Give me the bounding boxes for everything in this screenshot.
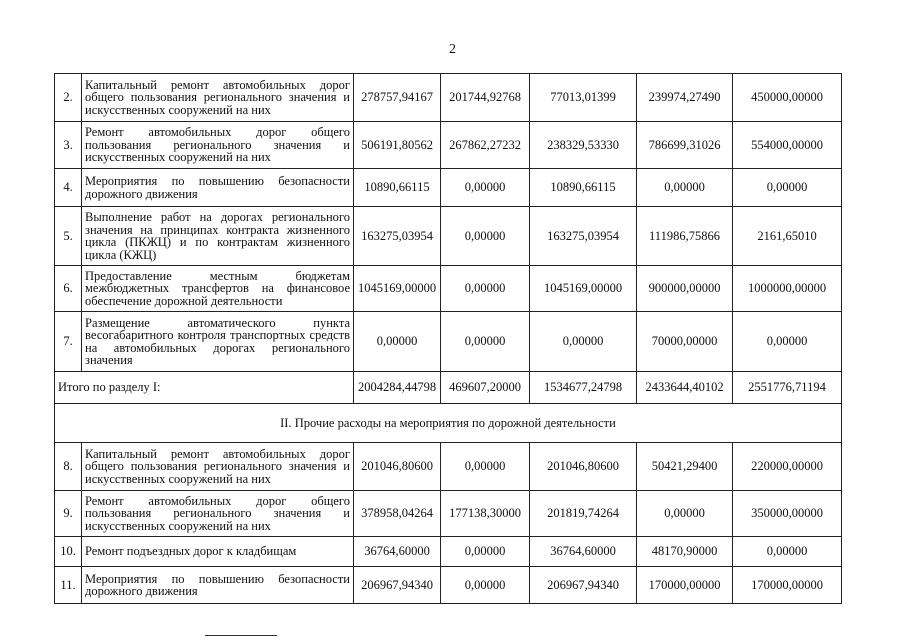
total-value: 2433644,40102 [637, 372, 733, 404]
value-cell: 0,00000 [441, 207, 530, 266]
value-cell: 238329,53330 [530, 122, 637, 169]
budget-table [54, 73, 842, 604]
value-cell: 350000,00000 [733, 491, 842, 537]
value-cell: 0,00000 [637, 491, 733, 537]
total-value: 1534677,24798 [530, 372, 637, 404]
value-cell: 0,00000 [441, 169, 530, 207]
value-cell: 0,00000 [441, 443, 530, 491]
table-row [55, 567, 842, 604]
total-value: 2004284,44798 [354, 372, 441, 404]
value-cell: 0,00000 [530, 312, 637, 372]
page-number: 2 [449, 42, 456, 57]
row-description: Ремонт автомобильных дорог общего пользования регионального значения и искусственных сооружений на них [82, 122, 354, 169]
value-cell: 201819,74264 [530, 491, 637, 537]
value-cell: 2161,65010 [733, 207, 842, 266]
row-description: Ремонт подъездных дорог к кладбищам [82, 537, 354, 567]
value-cell: 0,00000 [733, 537, 842, 567]
value-cell: 0,00000 [441, 266, 530, 312]
row-number: 6. [55, 266, 82, 312]
value-cell: 170000,00000 [637, 567, 733, 604]
value-cell: 177138,30000 [441, 491, 530, 537]
total-value: 2551776,71194 [733, 372, 842, 404]
value-cell: 0,00000 [733, 169, 842, 207]
row-number: 11. [55, 567, 82, 604]
value-cell: 36764,60000 [354, 537, 441, 567]
row-number: 5. [55, 207, 82, 266]
value-cell: 0,00000 [441, 312, 530, 372]
row-number: 8. [55, 443, 82, 491]
value-cell: 36764,60000 [530, 537, 637, 567]
value-cell: 50421,29400 [637, 443, 733, 491]
row-number: 7. [55, 312, 82, 372]
row-description: Предоставление местным бюджетам межбюджетных трансфертов на финансовое обеспечение дорожной деятельности [82, 266, 354, 312]
value-cell: 378958,04264 [354, 491, 441, 537]
value-cell: 1045169,00000 [354, 266, 441, 312]
table-row [55, 312, 842, 372]
row-number: 10. [55, 537, 82, 567]
row-description: Капитальный ремонт автомобильных дорог общего пользования регионального значения и искусственных сооружений на них [82, 443, 354, 491]
total-label: Итого по разделу I: [55, 372, 354, 404]
row-description: Выполнение работ на дорогах регионального значения на принципах контракта жизненного цикла (ПКЖЦ) и по контрактам жизненного цикла (КЖЦ) [82, 207, 354, 266]
value-cell: 278757,94167 [354, 74, 441, 122]
value-cell: 0,00000 [441, 567, 530, 604]
value-cell: 0,00000 [354, 312, 441, 372]
table-row [55, 74, 842, 122]
value-cell: 786699,31026 [637, 122, 733, 169]
table-row [55, 122, 842, 169]
value-cell: 900000,00000 [637, 266, 733, 312]
value-cell: 201046,80600 [354, 443, 441, 491]
value-cell: 554000,00000 [733, 122, 842, 169]
total-row [55, 372, 842, 404]
section-header-row [55, 404, 842, 443]
value-cell: 163275,03954 [354, 207, 441, 266]
value-cell: 48170,90000 [637, 537, 733, 567]
value-cell: 450000,00000 [733, 74, 842, 122]
value-cell: 201046,80600 [530, 443, 637, 491]
value-cell: 206967,94340 [530, 567, 637, 604]
value-cell: 0,00000 [441, 537, 530, 567]
table-row [55, 266, 842, 312]
value-cell: 1045169,00000 [530, 266, 637, 312]
row-description: Мероприятия по повышению безопасности дорожного движения [82, 567, 354, 604]
total-value: 469607,20000 [441, 372, 530, 404]
value-cell: 201744,92768 [441, 74, 530, 122]
footnote-divider [205, 635, 277, 636]
value-cell: 0,00000 [637, 169, 733, 207]
value-cell: 70000,00000 [637, 312, 733, 372]
row-number: 2. [55, 74, 82, 122]
value-cell: 77013,01399 [530, 74, 637, 122]
row-description: Ремонт автомобильных дорог общего пользования регионального значения и искусственных сооружений на них [82, 491, 354, 537]
table-row [55, 169, 842, 207]
row-description: Размещение автоматического пункта весогабаритного контроля транспортных средств на автомобильных дорогах регионального значения [82, 312, 354, 372]
value-cell: 0,00000 [733, 312, 842, 372]
row-number: 3. [55, 122, 82, 169]
value-cell: 1000000,00000 [733, 266, 842, 312]
table-row [55, 207, 842, 266]
value-cell: 10890,66115 [354, 169, 441, 207]
value-cell: 10890,66115 [530, 169, 637, 207]
value-cell: 220000,00000 [733, 443, 842, 491]
table-row [55, 443, 842, 491]
value-cell: 239974,27490 [637, 74, 733, 122]
row-number: 4. [55, 169, 82, 207]
row-description: Мероприятия по повышению безопасности дорожного движения [82, 169, 354, 207]
value-cell: 163275,03954 [530, 207, 637, 266]
value-cell: 506191,80562 [354, 122, 441, 169]
table-row [55, 491, 842, 537]
value-cell: 206967,94340 [354, 567, 441, 604]
value-cell: 267862,27232 [441, 122, 530, 169]
section-title: II. Прочие расходы на мероприятия по дорожной деятельности [55, 404, 842, 443]
value-cell: 111986,75866 [637, 207, 733, 266]
row-description: Капитальный ремонт автомобильных дорог общего пользования регионального значения и искусственных сооружений на них [82, 74, 354, 122]
value-cell: 170000,00000 [733, 567, 842, 604]
row-number: 9. [55, 491, 82, 537]
table-row [55, 537, 842, 567]
